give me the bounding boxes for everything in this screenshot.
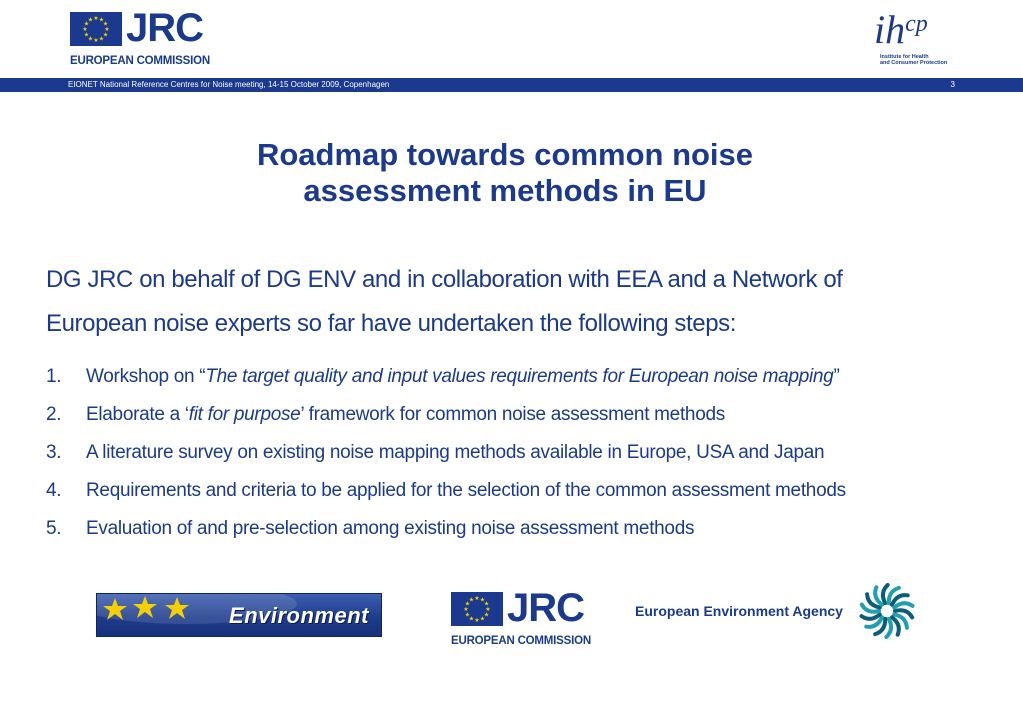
european-commission-label: EUROPEAN COMMISSION <box>451 635 591 647</box>
svg-text:★: ★ <box>87 16 94 24</box>
step-prefix: Workshop on “ <box>86 366 206 387</box>
svg-text:★: ★ <box>468 596 475 604</box>
step-text <box>86 364 839 390</box>
eea-name: European Environment Agency <box>635 603 843 619</box>
eu-flag-icon <box>70 12 122 46</box>
intro-paragraph <box>46 258 986 346</box>
ihcp-mark <box>874 7 928 56</box>
svg-text:★: ★ <box>82 26 88 33</box>
jrc-wordmark: JRC <box>126 6 204 50</box>
svg-text:★: ★ <box>483 600 490 608</box>
step-number: 2. <box>46 404 62 425</box>
step-item <box>46 478 1006 516</box>
intro-line2: European noise experts so far have undertaken the following steps: <box>46 310 737 337</box>
step-prefix: Elaborate a ‘ <box>86 404 189 425</box>
step-item <box>46 516 1006 554</box>
svg-text:★: ★ <box>104 26 110 33</box>
svg-text:★: ★ <box>463 606 469 613</box>
svg-text:★: ★ <box>87 35 94 43</box>
step-number: 3. <box>46 442 62 463</box>
ihcp-caption <box>880 54 972 66</box>
european-commission-label: EUROPEAN COMMISSION <box>70 55 210 67</box>
eu-flag-icon <box>451 592 503 626</box>
step-text: A literature survey on existing noise mapping methods available in Europe, USA and Japan <box>86 442 825 463</box>
header-bar <box>0 78 1023 92</box>
intro-line1: DG JRC on behalf of DG ENV and in collaboration with EEA and a Network of <box>46 266 843 293</box>
ihcp-mark-sup: cp <box>905 11 928 37</box>
eu-stars-icon <box>101 594 211 634</box>
svg-text:★: ★ <box>464 611 471 619</box>
svg-text:★: ★ <box>474 595 480 602</box>
svg-text:★: ★ <box>464 600 471 608</box>
step-suffix: ’ framework for common noise assessment methods <box>300 404 725 425</box>
svg-text:★: ★ <box>474 617 480 624</box>
svg-text:★: ★ <box>83 20 90 28</box>
step-item <box>46 440 1006 478</box>
svg-text:★: ★ <box>98 35 105 43</box>
svg-text:★: ★ <box>93 15 99 22</box>
step-item <box>46 364 1006 402</box>
slide-title <box>140 137 870 209</box>
step-emphasis: The target quality and input values requirements for European noise mapping <box>205 366 834 387</box>
svg-text:★: ★ <box>479 596 486 604</box>
svg-text:★: ★ <box>102 31 109 39</box>
eea-logo <box>635 583 925 639</box>
jrc-wordmark: JRC <box>507 586 585 630</box>
step-suffix: ” <box>833 366 840 387</box>
step-number: 4. <box>46 480 62 501</box>
jrc-logo-top <box>68 6 213 70</box>
step-number: 5. <box>46 518 62 539</box>
step-text <box>86 402 725 428</box>
environment-wordmark: Environment <box>229 603 369 628</box>
step-number: 1. <box>46 366 62 387</box>
svg-text:★: ★ <box>483 611 490 619</box>
header-meeting-text: EIONET National Reference Centres for Noise meeting, 14-15 October 2009, Copenhagen <box>68 80 390 89</box>
svg-text:★: ★ <box>485 606 491 613</box>
step-text: Evaluation of and pre-selection among existing noise assessment methods <box>86 518 695 539</box>
environment-banner-logo <box>96 593 382 637</box>
step-item <box>46 402 1006 440</box>
svg-text:★: ★ <box>468 615 475 623</box>
svg-text:★: ★ <box>479 615 486 623</box>
ihcp-mark-main: ih <box>874 7 906 52</box>
svg-text:★: ★ <box>102 20 109 28</box>
svg-text:★: ★ <box>98 16 105 24</box>
ihcp-caption-line2: and Consumer Protection <box>880 60 948 66</box>
step-emphasis: fit for purpose <box>188 404 301 425</box>
page-number: 3 <box>950 80 955 89</box>
svg-text:★: ★ <box>83 31 90 39</box>
jrc-logo-bottom <box>449 586 594 650</box>
slide-title-line2: assessment methods in EU <box>303 173 707 208</box>
step-text: Requirements and criteria to be applied for the selection of the common assessment methods <box>86 480 846 501</box>
slide-title-line1: Roadmap towards common noise <box>256 137 754 172</box>
ihcp-caption-line1: Institute for Health <box>880 54 929 60</box>
eea-sun-emblem-icon <box>857 583 917 639</box>
svg-text:★: ★ <box>93 37 99 44</box>
steps-list <box>46 364 1006 554</box>
ihcp-logo <box>872 8 972 74</box>
